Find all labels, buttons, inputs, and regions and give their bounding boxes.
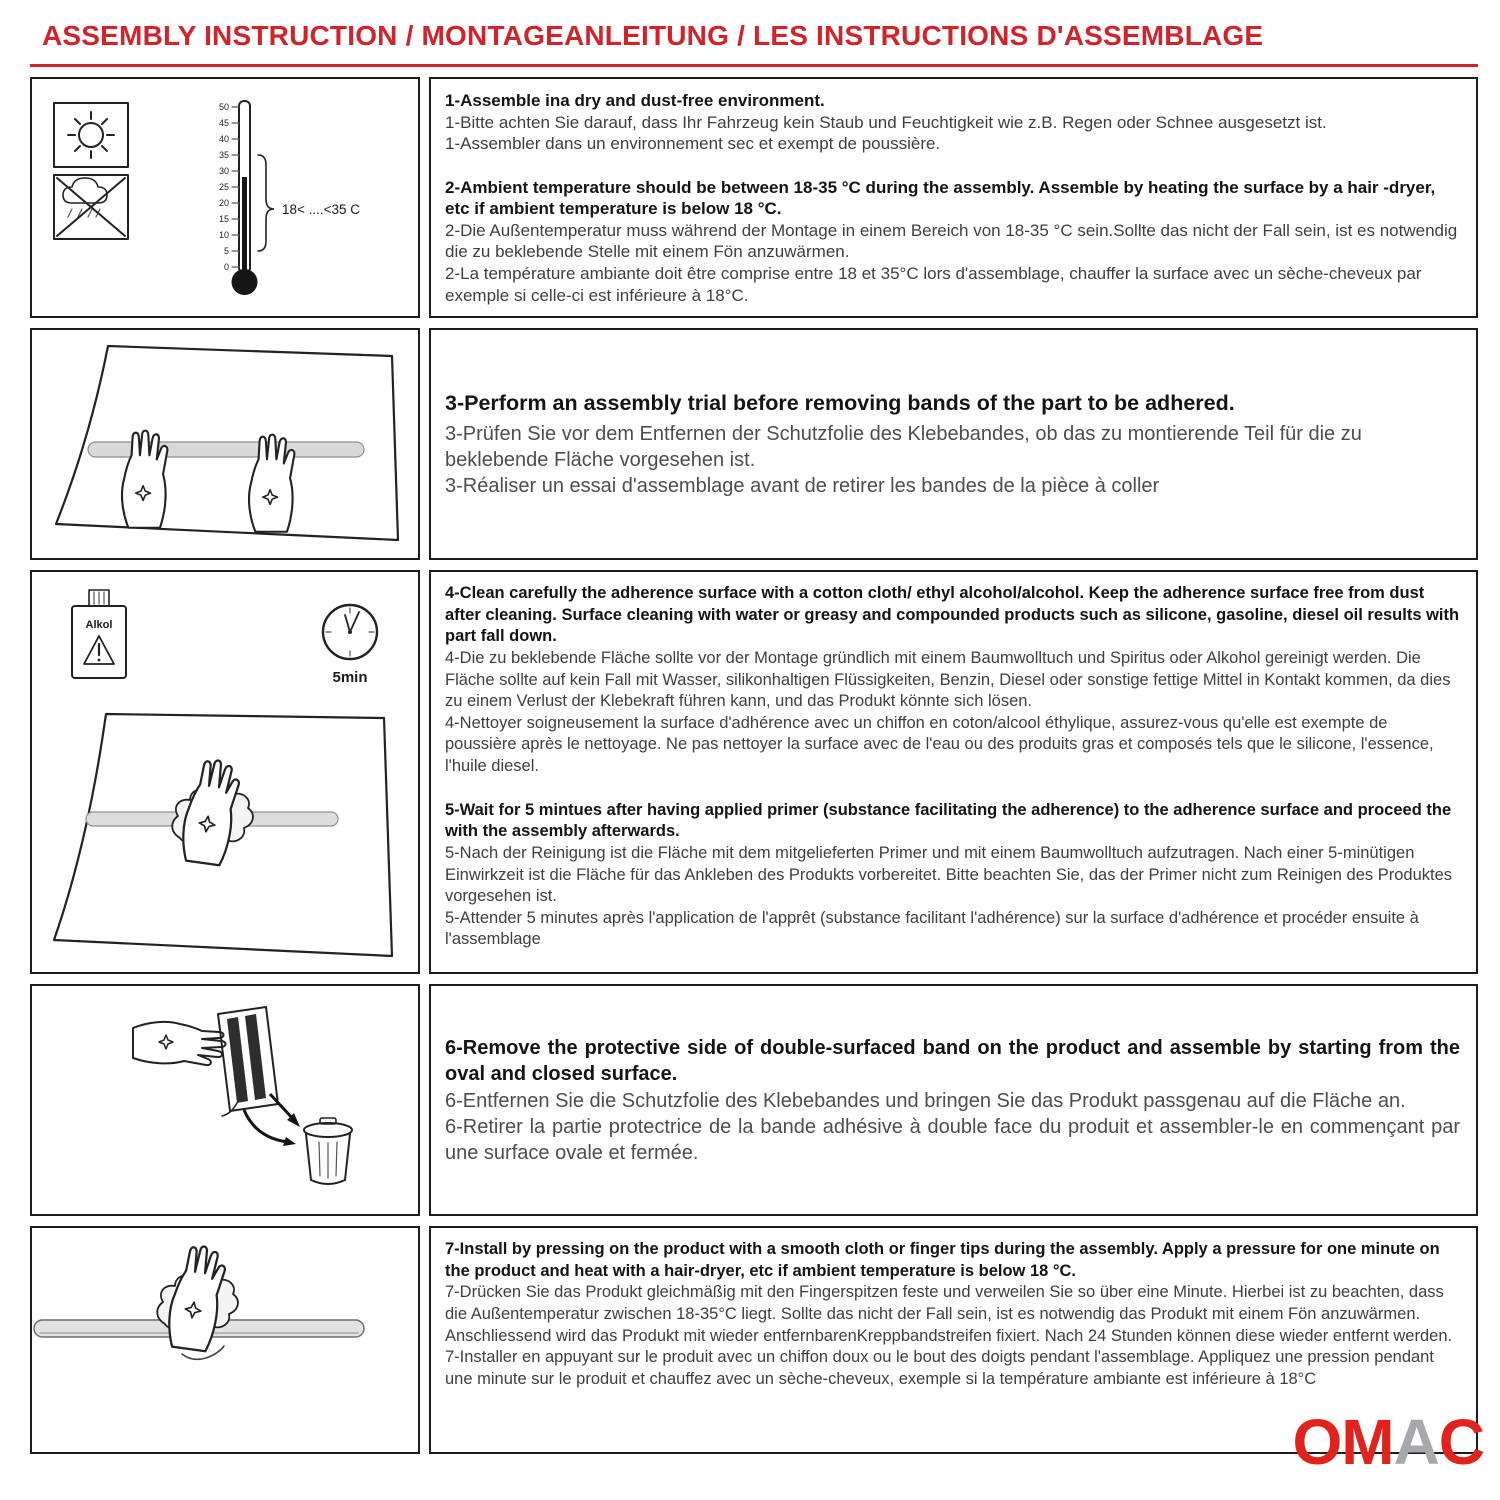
step2-de: 2-Die Außentemperatur muss während der Montage in einem Bereich von 18-35 °C sein.Sollte das nicht der Fall sein, ist es notwendig die zu beklebende Stelle mit einem Fön anzuwärmen. (445, 220, 1458, 262)
step5-fr: 5-Attender 5 minutes après l'application de l'apprêt (substance facilitant l'adhérence) sur la surface d'adhérence et procéder ensuite à l'assemblage (445, 908, 1419, 949)
thermometer-tick: 40 (218, 133, 229, 144)
logo-letters-om: OM (1292, 1406, 1394, 1478)
trash-bin-icon (304, 1118, 352, 1184)
thermometer-tick: 25 (218, 181, 229, 192)
step5-de: 5-Nach der Reinigung ist die Fläche mit dem mitgelieferten Primer und mit einem Baumwolltuch aufzutragen. Nach einer 5-minütigen Einwirkzeit ist die Fläche für das Ankleben des Produkts vorbereitet. Bitte beachten Sie, das der Primer nicht zum Reinigen des Produktes vorgesehen ist. (445, 843, 1453, 906)
door-trim-hands-icon (32, 330, 418, 558)
step3-fr: 3-Réaliser un essai d'assemblage avant de retirer les bandes de la pièce à coller (445, 475, 1160, 498)
section-3 (30, 570, 1478, 974)
step4-fr: 4-Nettoyer soigneusement la surface d'adhérence avec un chiffon en coton/alcool éthylique, assurez-vous qu'elle est exempte de poussière après le nettoyage. Ne pas nettoyer la surface avec de l'eau ou des produits gras et composés tels que le silicone, l'essence, l'huile diesel. (445, 713, 1434, 776)
alcohol-bottle-icon (72, 590, 126, 678)
step4-en: 4-Clean carefully the adherence surface with a cotton cloth/ ethyl alcohol/alcohol. Keep the adherence surface free from dust after cleaning. Surface cleaning with water or greasy and compounded products such as silicone, gasoline, diesel oil results with part fall down. (445, 584, 1460, 646)
step4-de: 4-Die zu beklebende Fläche sollte vor der Montage gründlich mit einem Baumwolltuch und Spiritus oder Alkohol gereinigt werden. Die Fläche sollte auf kein Fall mit Wasser, silikonhaltigen Flüssigkeiten, Benzin, Diesel oder sonstige fettige Mittel in Kontakt kommen, da dies zu einem Verlust der Klebekraft führen kann, und das Produkt könnte sich lösen. (445, 649, 1451, 711)
omac-logo (1292, 1406, 1484, 1478)
step6-fr: 6-Retirer la partie protectrice de la bande adhésive à double face du produit et assembler-le en commençant par une surface ovale et fermée. (445, 1115, 1460, 1164)
step1-de: 1-Bitte achten Sie darauf, dass Ihr Fahrzeug kein Staub und Feuchtigkeit wie z.B. Regen oder Schnee ausgesetzt ist. (445, 112, 1327, 132)
section-3-text (429, 570, 1478, 974)
step6-de: 6-Entfernen Sie die Schutzfolie des Klebebandes und bringen Sie das Produkt passgenau auf die Fläche an. (445, 1089, 1406, 1112)
tape-peel-trash-icon (32, 986, 418, 1214)
surface-cleaning-icon (32, 572, 418, 972)
step7-de: 7-Drücken Sie das Produkt gleichmäßig mit den Fingerspitzen feste und verweilen Sie so über eine Minute. Hierbei ist zu beachten, dass die Außentemperatur zwischen 18-35°C liegt. Sollte das nicht der Fall sein, ist es notwendig das Produkt mit einem Fön anzuwärmen. Anschliessend wird das Produkt mit wieder entfernbarenKreppbandstreifen fixiert. Nach 24 Stunden können diese wieder entfernt werden. (445, 1283, 1453, 1345)
temperature-range-label: 18< ....<35 C (282, 201, 361, 217)
thermometer-tick: 20 (218, 197, 229, 208)
thermometer-tick: 30 (218, 165, 229, 176)
step2-fr: 2-La température ambiante doit être comprise entre 18 et 35°C lors d'assemblage, chauffer la surface avec un sèche-cheveux par exemple si celle-ci est inférieure à 18°C. (445, 264, 1422, 305)
step3-de: 3-Prüfen Sie vor dem Entfernen der Schutzfolie des Klebebandes, ob das zu montierende Teil für die zu beklebende Fläche vorgesehen ist. (445, 423, 1362, 472)
step5-en: 5-Wait for 5 mintues after having applied primer (substance facilitating the adherence) to the adherence surface and proceed the with the assembly afterwards. (445, 800, 1452, 841)
section-5 (30, 1226, 1478, 1454)
section-1-text (429, 77, 1478, 318)
page-title: ASSEMBLY INSTRUCTION / MONTAGEANLEITUNG / LES INSTRUCTIONS D'ASSEMBLAGE (30, 14, 1478, 67)
thermometer-tick: 45 (218, 117, 229, 128)
thermometer-tick: 15 (218, 213, 229, 224)
alcohol-label: Alkol (85, 619, 113, 632)
thermometer-icon (219, 101, 360, 295)
press-cloth-icon (32, 1228, 418, 1452)
no-rain-icon (54, 175, 128, 239)
wait-time-label: 5min (332, 669, 368, 687)
sun-icon (54, 103, 128, 167)
peeling-hand-icon (133, 1022, 226, 1065)
thermometer-tick: 35 (218, 149, 229, 160)
thermometer-tick: 50 (218, 101, 229, 112)
logo-letter-a: A (1393, 1406, 1439, 1478)
section-2-illustration (30, 328, 420, 560)
section-5-illustration (30, 1226, 420, 1454)
adhesive-band-part-icon (218, 1007, 278, 1116)
section-1-illustration (30, 77, 420, 318)
section-4-text (429, 984, 1478, 1216)
section-2 (30, 328, 1478, 560)
step7-en: 7-Install by pressing on the product with a smooth cloth or finger tips during the assembly. Apply a pressure for one minute on the product and heat with a hair-dryer, etc if ambient temperature is below 18 °C. (445, 1240, 1440, 1280)
step1-fr: 1-Assembler dans un environnement sec et exempt de poussière. (445, 134, 941, 154)
section-2-text (429, 328, 1478, 560)
arrow-icon (244, 1094, 300, 1146)
logo-letter-c: C (1438, 1406, 1484, 1478)
environment-temperature-icon (32, 81, 418, 315)
thermometer-tick: 5 (223, 245, 229, 256)
step7-fr: 7-Installer en appuyant sur le produit avec un chiffon doux ou le bout des doigts pendant l'assemblage. Appliquez une pression pendant une minute sur le produit et chauffez avec un sèche-cheveux, exemple si la température ambiante est inférieure à 18°C (445, 1348, 1434, 1388)
clock-icon (323, 605, 377, 686)
section-1 (30, 77, 1478, 318)
warning-triangle-icon (84, 636, 114, 664)
section-4 (30, 984, 1478, 1216)
step1-en: 1-Assemble ina dry and dust-free environment. (445, 91, 825, 110)
step2-en: 2-Ambient temperature should be between 18-35 °C during the assembly. Assemble by heating the surface by a hair -dryer, etc if ambient temperature is below 18 °C. (445, 177, 1436, 219)
step6-en: 6-Remove the protective side of double-surfaced band on the product and assemble by starting from the oval and closed surface. (445, 1037, 1460, 1086)
section-3-illustration (30, 570, 420, 974)
step3-en: 3-Perform an assembly trial before removing bands of the part to be adhered. (445, 391, 1235, 416)
thermometer-tick: 0 (223, 261, 229, 272)
thermometer-tick: 10 (218, 229, 229, 240)
section-4-illustration (30, 984, 420, 1216)
